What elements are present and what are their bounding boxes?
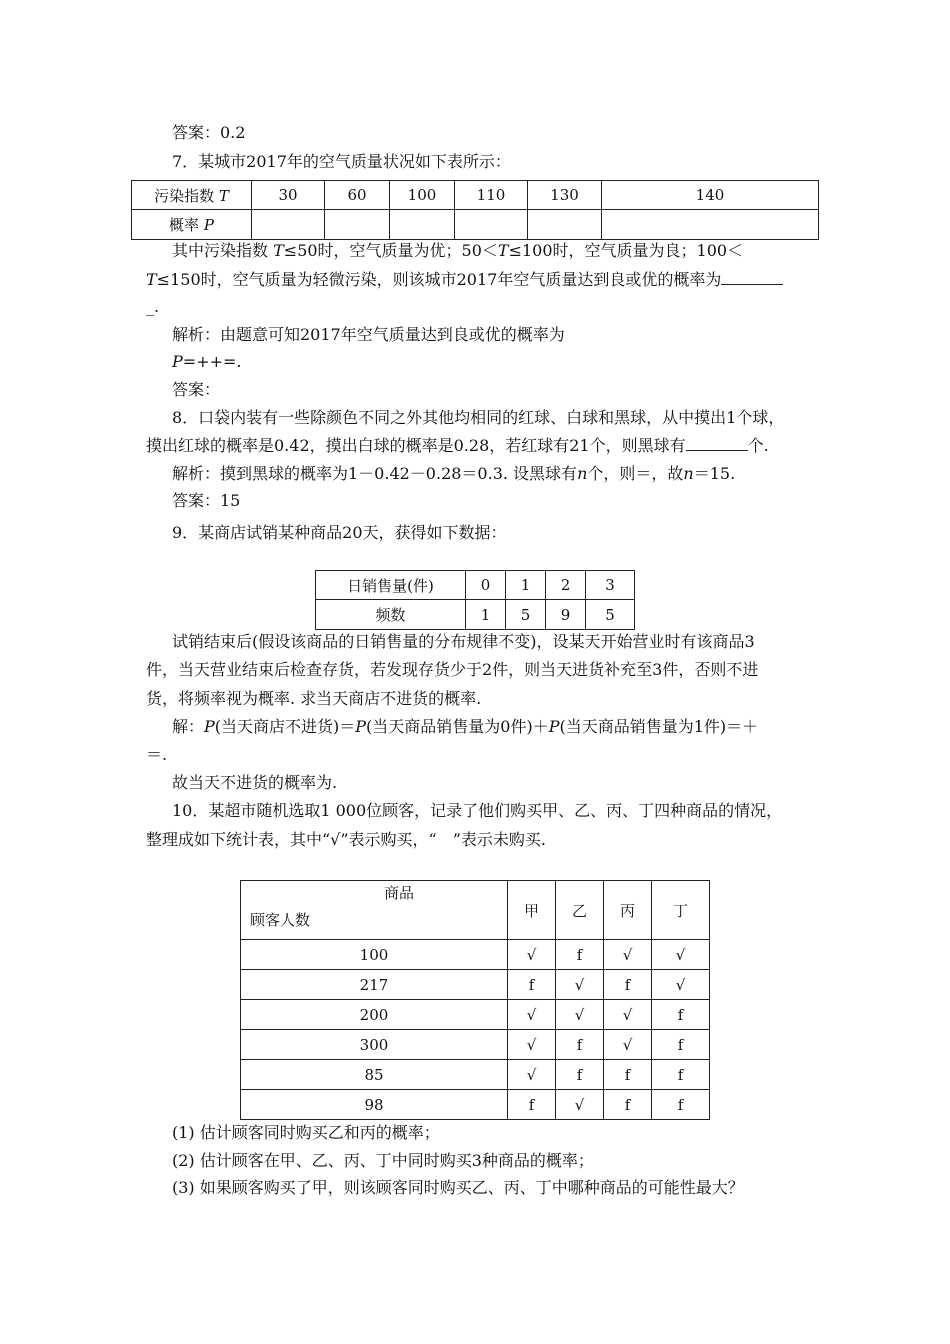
q9-table [315,570,635,630]
q9-conclusion: 故当天不进货的概率为. [172,773,338,792]
q7-table [131,180,819,240]
q10-mark-cell: f [556,1060,604,1090]
q10-mark-cell: f [604,1090,652,1120]
q7-value-cell: 140 [602,181,819,210]
q10-line2: 整理成如下统计表，其中“√”表示购买，“ ”表示未购买. [146,830,547,849]
q10-sub2: (2) 估计顾客在甲、乙、丙、丁中同时购买3种商品的概率； [172,1151,594,1170]
q10-mark-cell: √ [508,1060,556,1090]
q10-sub1: (1) 估计顾客同时购买乙和丙的概率； [172,1123,440,1142]
q8-line2: 摸出红球的概率是0.42，摸出白球的概率是0.28，若红球有21个，则黑球有 个. [146,436,769,455]
q8-answer: 答案：15 [172,491,241,510]
answer-blank [686,436,748,451]
q9-para-line1: 试销结束后(假设该商品的日销售量的分布规律不变)，设某天开始营业时有该商品3 [172,632,755,651]
table-row [241,1060,710,1090]
q7-answer: 答案： [172,380,221,399]
q10-line1: 10．某超市随机选取1 000位顾客，记录了他们购买甲、乙、丙、丁四种商品的情况， [172,801,783,820]
q9-sales-cell: 0 [466,571,506,600]
q10-count-cell: 217 [241,970,508,1000]
q10-sub3: (3) 如果顾客购买了甲，则该顾客同时购买乙、丙、丁中哪种商品的可能性最大？ [172,1178,744,1197]
q8-analysis: 解析：摸到黑球的概率为1－0.42－0.28＝0.3. 设黑球有n个，则＝，故n＝15. [172,464,736,483]
q10-count-cell: 100 [241,940,508,970]
q10-count-cell: 85 [241,1060,508,1090]
q10-table [240,880,710,1120]
q7-desc-line2: T≤150时，空气质量为轻微污染，则该城市2017年空气质量达到良或优的概率为 [146,269,783,291]
q9-solution: 解：P(当天商店不进货)＝P(当天商品销售量为0件)＋P(当天商品销售量为1件)＝＋ [172,717,759,736]
q9-row2-label: 频数 [316,600,466,630]
q10-count-cell: 200 [241,1000,508,1030]
q10-mark-cell: f [556,1030,604,1060]
q7-value-cell: 130 [528,181,602,210]
q10-mark-cell: f [652,1000,710,1030]
q10-mark-cell: √ [652,970,710,1000]
q9-sales-cell: 1 [506,571,546,600]
q8-line1: 8．口袋内装有一些除颜色不同之外其他均相同的红球、白球和黑球，从中摸出1个球， [172,408,785,427]
q9-freq-cell: 9 [546,600,586,630]
q9-freq-cell: 5 [586,600,635,630]
q7-prob-cell [455,210,528,240]
q10-mark-cell: f [604,970,652,1000]
q10-mark-cell: √ [556,1090,604,1120]
q7-value-cell: 60 [325,181,390,210]
q10-col-header: 甲 [508,881,556,940]
table-row [241,1030,710,1060]
q10-mark-cell: f [508,1090,556,1120]
q10-mark-cell: f [604,1060,652,1090]
q10-mark-cell: √ [508,940,556,970]
q10-mark-cell: √ [604,1030,652,1060]
q10-header-corner [241,881,508,940]
table-row [241,970,710,1000]
q10-mark-cell: √ [652,940,710,970]
q10-header-customers: 顾客人数 [250,911,311,929]
q7-prob-cell [252,210,325,240]
q10-mark-cell: f [652,1090,710,1120]
q10-mark-cell: √ [508,1030,556,1060]
q9-freq-cell: 5 [506,600,546,630]
q7-prob-cell [528,210,602,240]
q10-mark-cell: f [652,1060,710,1090]
q7-row2-label: 概率 P [132,210,252,240]
q10-mark-cell: √ [604,1000,652,1030]
q10-mark-cell: √ [556,1000,604,1030]
q10-mark-cell: f [556,940,604,970]
q7-stem: 7．某城市2017年的空气质量状况如下表所示： [172,152,511,171]
table-row [241,940,710,970]
q7-row1-label: 污染指数 T [132,181,252,210]
q10-col-header: 乙 [556,881,604,940]
q10-mark-cell: √ [508,1000,556,1030]
q10-count-cell: 98 [241,1090,508,1120]
q7-value-cell: 100 [390,181,455,210]
table-row [241,1090,710,1120]
q7-analysis: 解析：由题意可知2017年空气质量达到良或优的概率为 [172,325,565,344]
q10-mark-cell: f [652,1030,710,1060]
q9-sales-cell: 2 [546,571,586,600]
q10-mark-cell: f [508,970,556,1000]
q7-formula: P=++=. [172,352,242,371]
q10-count-cell: 300 [241,1030,508,1060]
q7-value-cell: 30 [252,181,325,210]
q9-sales-cell: 3 [586,571,635,600]
q7-desc-line1: 其中污染指数 T≤50时，空气质量为优；50＜T≤100时，空气质量为良；100＜ [172,241,744,260]
q10-col-header: 丙 [604,881,652,940]
q9-solution-cont: ＝. [146,745,168,764]
q9-stem: 9．某商店试销某种商品20天，获得如下数据： [172,523,507,542]
q9-row1-label: 日销售量(件) [316,571,466,600]
q10-header-goods: 商品 [384,884,415,902]
answer-blank [721,270,783,285]
q7-value-cell: 110 [455,181,528,210]
q10-col-header: 丁 [652,881,710,940]
q7-desc-line3: _. [146,297,160,316]
q7-prob-cell [602,210,819,240]
q7-prob-cell [325,210,390,240]
q9-freq-cell: 1 [466,600,506,630]
table-row [241,1000,710,1030]
q7-prob-cell [390,210,455,240]
q9-para-line2: 件，当天营业结束后检查存货，若发现存货少于2件，则当天进货补充至3件，否则不进 [146,660,759,679]
q10-mark-cell: √ [604,940,652,970]
q6-answer: 答案：0.2 [172,123,246,142]
q10-mark-cell: √ [556,970,604,1000]
q9-para-line3: 货，将频率视为概率. 求当天商店不进货的概率. [146,689,482,708]
